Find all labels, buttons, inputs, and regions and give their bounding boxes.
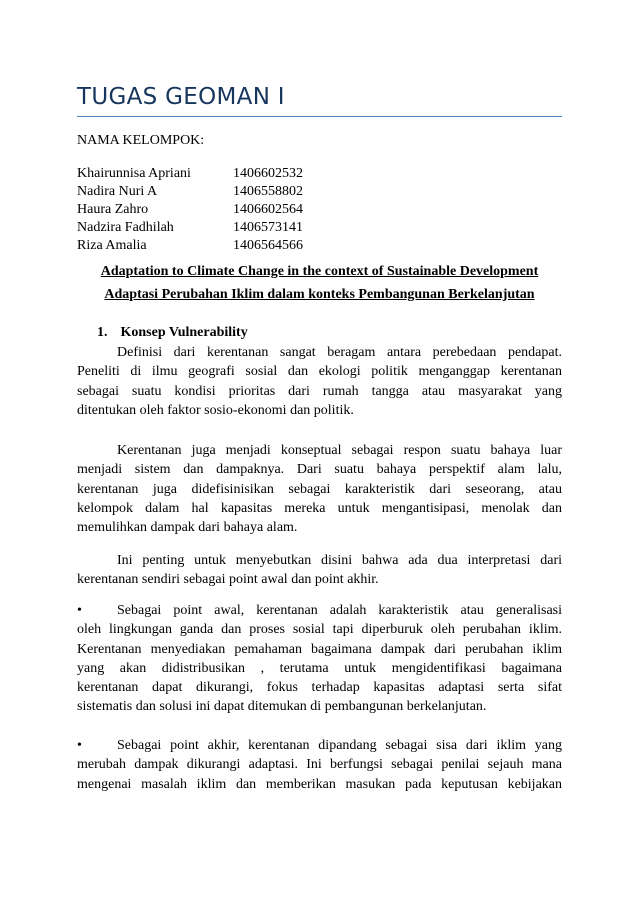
paragraph-line: sebagai suatu kondisi prioritas dari rumah tangga atau masyarakat yang [77, 383, 562, 399]
paragraph [77, 551, 562, 590]
bullet-marker: • [77, 738, 82, 753]
title-underline-rule [77, 116, 562, 117]
member-row [77, 165, 303, 183]
paragraph-line [77, 736, 562, 755]
member-name: Riza Amalia [77, 238, 147, 253]
member-npm: 1406602564 [233, 202, 303, 217]
paragraph-line: Definisi dari kerentanan sangat beragam antara perebedaan pendapat. [117, 345, 562, 360]
member-row [77, 183, 303, 201]
paragraph-line: mengenai masalah iklim dan memberikan masukan pada keputusan kebijakan [77, 776, 562, 792]
member-npm: 1406564566 [233, 238, 303, 253]
bullet-marker: • [77, 603, 82, 618]
document-title: TUGAS GEOMAN I [77, 84, 285, 110]
member-row [77, 219, 303, 237]
member-name: Nadzira Fadhilah [77, 220, 174, 235]
bullet-paragraph [77, 601, 562, 717]
paragraph-line: kerentanan juga didefisinisikan sebagai karakteristik dari seseorang, atau [77, 481, 562, 497]
paragraph [77, 343, 562, 420]
group-label: NAMA KELOMPOK: [77, 133, 205, 148]
member-list [77, 165, 303, 255]
paragraph-line: yang akan didistribusikan , terutama untuk mengidentifikasi bagaimana [77, 660, 562, 676]
paragraph-line: menjadi sistem dan dampaknya. Dari suatu bahaya perspektif alam lalu, [77, 462, 562, 478]
bullet-paragraph [77, 736, 562, 794]
paragraph-line: kelompok dalam hal kapasitas mereka untuk mengantisipasi, menolak dan [77, 500, 562, 516]
paragraph-line: Kerentanan menyediakan pemahaman bagaimana dampak dari perubahan iklim [77, 641, 562, 657]
member-npm: 1406573141 [233, 220, 303, 235]
paragraph-line-text: Sebagai point awal, kerentanan adalah karakteristik atau generalisasi [117, 603, 562, 618]
paragraph-line-text: Sebagai point akhir, kerentanan dipandang sebagai sisa dari iklim yang [117, 738, 562, 753]
paragraph-line: sistematis dan solusi ini dapat ditemukan di pembangunan berkelanjutan. [77, 699, 487, 715]
section-title: Konsep Vulnerability [120, 325, 248, 340]
paragraph-line: merubah dampak dikurangi adaptasi. Ini berfungsi sebagai penilai sejauh mana [77, 757, 562, 773]
paragraph-line: ditentukan oleh faktor sosio-ekonomi dan politik. [77, 402, 354, 418]
paragraph-line [77, 601, 562, 620]
member-name: Nadira Nuri A [77, 184, 158, 199]
paragraph-line: kerentanan dapat dikurangi, fokus terhadap kapasitas adaptasi serta sifat [77, 680, 562, 696]
paragraph-line: oleh lingkungan ganda dan proses sosial tapi diperburuk oleh perubahan iklim. [77, 622, 562, 638]
member-name: Haura Zahro [77, 202, 149, 217]
paragraph-line: Peneliti di ilmu geografi sosial dan ekologi politik menganggap kerentanan [77, 364, 562, 380]
member-npm: 1406602532 [233, 166, 303, 181]
member-npm: 1406558802 [233, 184, 303, 199]
heading-indonesian: Adaptasi Perubahan Iklim dalam konteks Pembangunan Berkelanjutan [104, 287, 535, 302]
paragraph-line: kerentanan sendiri sebagai point awal dan point akhir. [77, 572, 379, 588]
heading-english: Adaptation to Climate Change in the context of Sustainable Development [100, 264, 539, 279]
paragraph-line: Ini penting untuk menyebutkan disini bahwa ada dua interpretasi dari [117, 553, 562, 568]
section-number: 1. [97, 325, 108, 340]
paragraph-line: Kerentanan juga menjadi konseptual sebagai respon suatu bahaya luar [117, 443, 562, 458]
section-heading [97, 325, 248, 341]
member-row [77, 237, 303, 255]
member-name: Khairunnisa Apriani [77, 166, 191, 181]
paragraph [77, 441, 562, 537]
member-row [77, 201, 303, 219]
paragraph-line: memulihkan dampak dari bahaya alam. [77, 520, 298, 536]
